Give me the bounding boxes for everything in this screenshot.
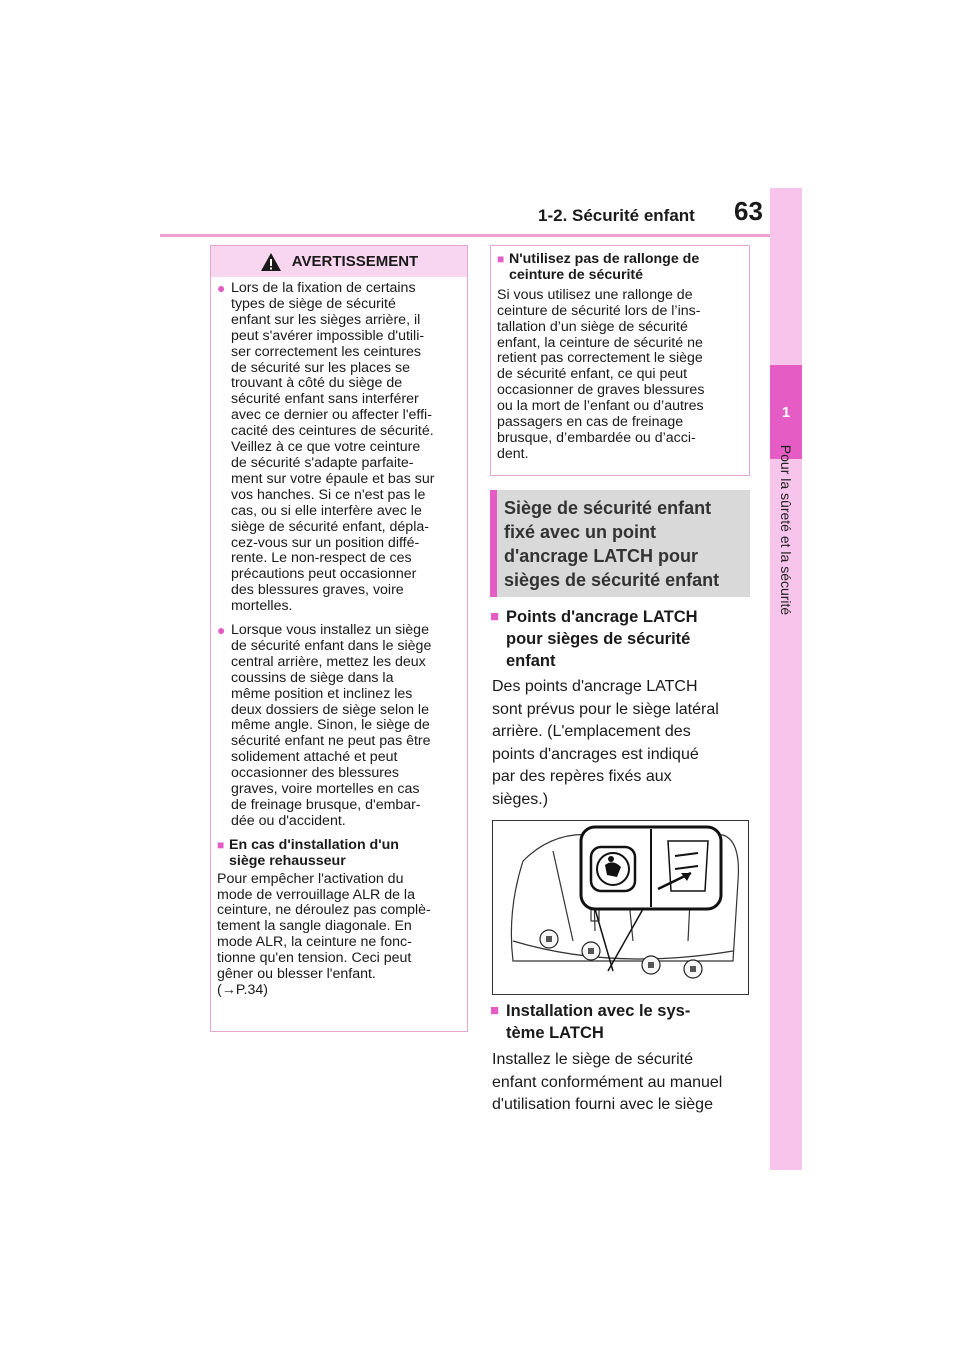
bullet-dot-icon: ● (217, 622, 226, 639)
square-bullet-icon: ■ (217, 837, 225, 852)
warning-bullet-text: Lorsque vous installez un siège de sécurité enfant dans le siège central arrière, mettez les deux coussins de siège dans la même position et inclinez les deux dossiers de siège selon le même angle. Sinon, le siège de sécurité enfant ne peut pas être solidement attaché et peut occasionner des blessures graves, voire mortelles en cas de freinage brusque, d'embar- dée ou d'accident. (231, 622, 432, 829)
square-bullet-icon: ■ (490, 1002, 500, 1019)
warning-bullet-text: Lors de la fixation de certains types de siège de sécurité enfant sur les sièges arrière, il peut s'avérer impossible d'utili- ser correctement les ceintures de sécurité sur les places se trouvant à côté du siège de sécurité enfant sans interférer avec ce dernier ou affecter l'effi- cacité des ceintures de sécurité. Veillez à ce que votre ceinture de sécurité s'adapte parfaite- ment sur votre épaule et bas sur vos hanches. Si ce n'est pas le cas, ou si elle interfère avec le siège de sécurité enfant, dépla- cez-vous sur un position diffé- rente. Le non-respect de ces précautions peut occasionner des blessures graves, voire mortelles. (231, 280, 435, 615)
page-number: 63 (734, 196, 763, 226)
section-heading-box (490, 490, 750, 597)
warning-subheading: ■ En cas d'installation d'un siège rehausseur (217, 836, 399, 869)
square-bullet-icon: ■ (497, 252, 505, 266)
header-rule (160, 234, 770, 237)
body-paragraph: Des points d'ancrage LATCH sont prévus pour le siège latéral arrière. (L'emplacement des points d'ancrages est indiqué par des repères fixés aux sièges.) (492, 678, 719, 808)
header-title: 1-2. Sécurité enfant (538, 206, 695, 225)
warning-subtext: Pour empêcher l'activation du mode de verrouillage ALR de la ceinture, ne déroulez pas complè- tement la sangle diagonale. En mode ALR, la ceinture ne fonc- tionne qu'en tension. Ceci peut gêner ou blesser l'enfant. (→P.34) (217, 870, 431, 998)
side-tab-text: Pour la sûreté et la sécurité (778, 444, 794, 616)
body-heading: ■ Points d'ancrage LATCH pour sièges de sécurité enfant (490, 608, 698, 670)
extension-heading: ■ N'utilisez pas de rallonge de ceinture de sécurité (497, 251, 700, 283)
latch-seat-illustration (492, 820, 749, 995)
rear-seat-drawing (493, 821, 749, 995)
body-paragraph: Installez le siège de sécurité enfant conformément au manuel d'utilisation fourni avec le siège (492, 1051, 723, 1113)
warning-header (211, 246, 467, 277)
bullet-dot-icon: ● (217, 280, 226, 296)
warning-box-extension (490, 245, 750, 476)
side-tab-number: 1 (770, 365, 802, 459)
warning-box (210, 245, 468, 1032)
warning-bullet (217, 623, 461, 830)
warning-triangle-icon (260, 252, 282, 272)
square-bullet-icon: ■ (490, 608, 500, 625)
extension-text: Si vous utilisez une rallonge de ceinture de sécurité lors de l’ins- tallation d’un siège de sécurité enfant, la ceinture de sécurité ne retient pas correctement le siège de sécurité enfant, ce qui peut occasionner de graves blessures ou la mort de l’enfant ou d’autres passagers en cas de freinage brusque, d’embardée ou d’acci- dent. (497, 286, 705, 462)
warning-bullet (217, 281, 461, 615)
warning-title: AVERTISSEMENT (291, 253, 419, 270)
body-heading: ■ Installation avec le sys- tème LATCH (490, 1002, 691, 1042)
section-title: Siège de sécurité enfant fixé avec un point d'ancrage LATCH pour sièges de sécurité enfant (504, 498, 720, 590)
side-tab (770, 188, 802, 1170)
section-accent-bar (490, 490, 497, 597)
